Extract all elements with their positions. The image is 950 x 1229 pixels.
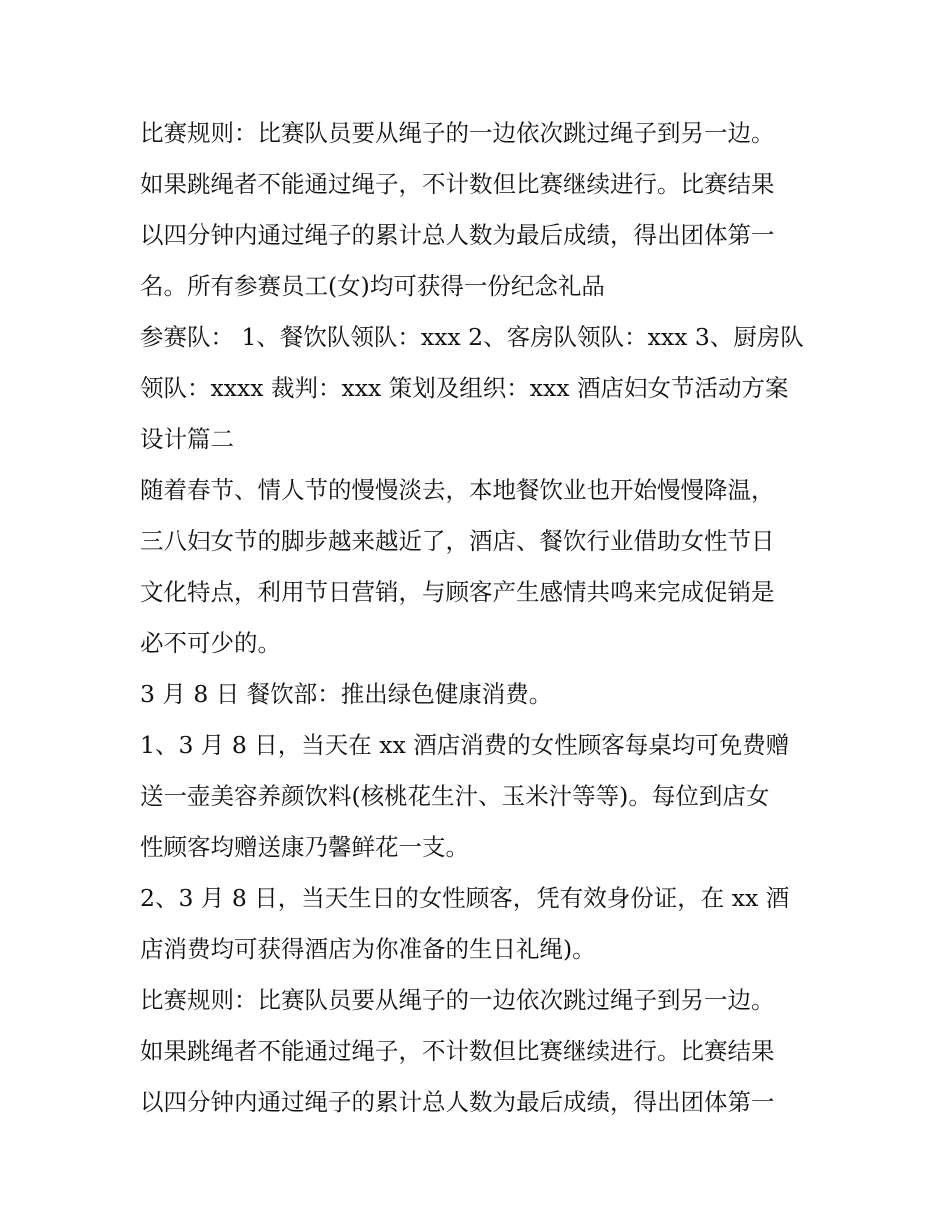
text-line: 文化特点，利用节日营销，与顾客产生感情共鸣来完成促销是 bbox=[140, 578, 775, 606]
text-line: 设计篇二 bbox=[140, 425, 234, 453]
text-line: 以四分钟内通过绳子的累计总人数为最后成绩，得出团体第一 bbox=[140, 1088, 775, 1116]
text-line: 比赛规则：比赛队员要从绳子的一边依次跳过绳子到另一边。 bbox=[140, 986, 775, 1014]
text-line: 三八妇女节的脚步越来越近了，酒店、餐饮行业借助女性节日 bbox=[140, 527, 775, 555]
text-line: 2、3 月 8 日，当天生日的女性顾客，凭有效身份证，在 xx 酒 bbox=[140, 884, 790, 912]
text-line: 必不可少的。 bbox=[140, 629, 281, 657]
text-line: 以四分钟内通过绳子的累计总人数为最后成绩，得出团体第一 bbox=[140, 221, 775, 249]
document-body bbox=[140, 108, 820, 1128]
text-line: 比赛规则：比赛队员要从绳子的一边依次跳过绳子到另一边。 bbox=[140, 119, 775, 147]
text-line: 1、3 月 8 日，当天在 xx 酒店消费的女性顾客每桌均可免费赠 bbox=[140, 731, 790, 759]
text-line: 店消费均可获得酒店为你准备的生日礼绳)。 bbox=[140, 935, 596, 963]
text-line: 领队：xxxx 裁判：xxx 策划及组织：xxx 酒店妇女节活动方案 bbox=[140, 374, 789, 402]
text-line: 随着春节、情人节的慢慢淡去，本地餐饮业也开始慢慢降温， bbox=[140, 476, 775, 504]
text-line: 参赛队： 1、餐饮队领队：xxx 2、客房队领队：xxx 3、厨房队 bbox=[140, 323, 804, 351]
text-line: 如果跳绳者不能通过绳子，不计数但比赛继续进行。比赛结果 bbox=[140, 1037, 775, 1065]
text-line: 性顾客均赠送康乃馨鲜花一支。 bbox=[140, 833, 469, 861]
text-line: 送一壶美容养颜饮料(核桃花生汁、玉米汁等等)。每位到店女 bbox=[140, 782, 770, 810]
text-line: 3 月 8 日 餐饮部：推出绿色健康消费。 bbox=[140, 680, 553, 708]
text-line: 名。所有参赛员工(女)均可获得一份纪念礼品 bbox=[140, 272, 605, 300]
text-line: 如果跳绳者不能通过绳子，不计数但比赛继续进行。比赛结果 bbox=[140, 170, 775, 198]
